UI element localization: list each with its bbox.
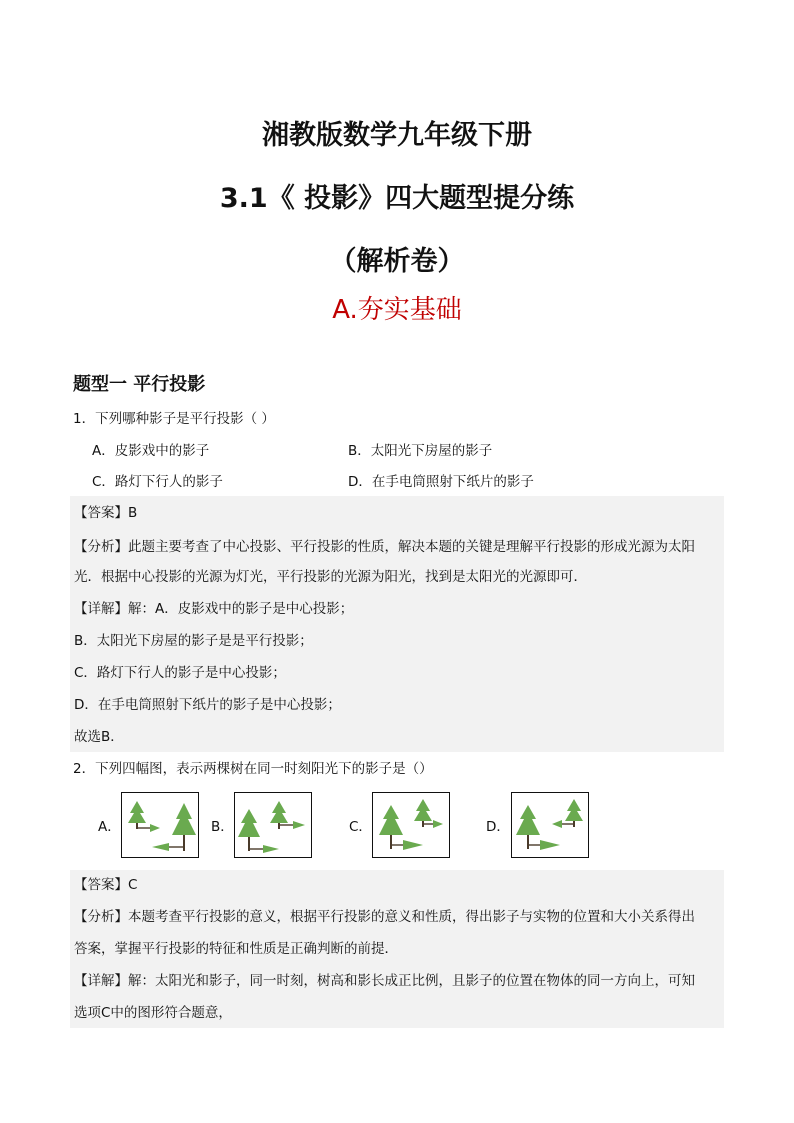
question-2-option-a-label: A． <box>98 819 121 835</box>
document-subtitle: 3.1《 投影》四大题型提分练 <box>219 183 575 214</box>
question-1-detail-line-1: 【详解】解：A．皮影戏中的影子是中心投影； <box>74 601 354 617</box>
question-1-analysis-line-2: 光．根据中心投影的光源为灯光，平行投影的光源为阳光，找到是太阳光的光源即可． <box>74 569 587 585</box>
question-2-option-d-label: D． <box>486 819 510 835</box>
question-2-option-c-label: C． <box>349 819 372 835</box>
question-1-detail-line-4: D．在手电筒照射下纸片的影子是中心投影； <box>74 697 341 713</box>
document-title: 湘教版数学九年级下册 <box>262 120 532 151</box>
question-2-option-b-label: B． <box>211 819 234 835</box>
question-2-option-a-figure <box>121 792 199 858</box>
section-level-heading: A.夯实基础 <box>332 295 462 325</box>
question-1-option-b: B．太阳光下房屋的影子 <box>348 443 493 459</box>
question-2-analysis-line-2: 答案，掌握平行投影的特征和性质是正确判断的前提． <box>74 941 398 957</box>
question-1-option-a: A．皮影戏中的影子 <box>92 443 210 459</box>
question-1-conclusion: 故选B． <box>74 729 124 745</box>
question-1-detail-line-3: C．路灯下行人的影子是中心投影； <box>74 665 286 681</box>
question-2-option-b-figure <box>234 792 312 858</box>
question-2-option-c-figure <box>372 792 450 858</box>
question-2-stem: 2．下列四幅图，表示两棵树在同一时刻阳光下的影子是（） <box>73 761 433 777</box>
question-2-detail-line-1: 【详解】解：太阳光和影子，同一时刻，树高和影长成正比例，且影子的位置在物体的同一方向上，可知 <box>74 973 695 989</box>
question-1-analysis-line-1: 【分析】此题主要考查了中心投影、平行投影的性质，解决本题的关键是理解平行投影的形成光源为太阳 <box>74 539 695 555</box>
document-edition: （解析卷） <box>329 246 465 277</box>
question-2-option-d-figure <box>511 792 589 858</box>
question-type-heading: 题型一 平行投影 <box>73 374 206 395</box>
question-1-option-d: D．在手电筒照射下纸片的影子 <box>348 474 534 490</box>
question-1-option-c: C．路灯下行人的影子 <box>92 474 223 490</box>
question-1-answer: 【答案】B <box>74 505 138 521</box>
question-2-analysis-line-1: 【分析】本题考查平行投影的意义，根据平行投影的意义和性质，得出影子与实物的位置和大小关系得出 <box>74 909 695 925</box>
question-2-detail-line-2: 选项C中的图形符合题意， <box>74 1005 232 1021</box>
question-2-answer: 【答案】C <box>74 877 138 893</box>
question-1-stem: 1．下列哪种影子是平行投影（ ） <box>73 411 275 427</box>
question-1-detail-line-2: B．太阳光下房屋的影子是是平行投影； <box>74 633 313 649</box>
